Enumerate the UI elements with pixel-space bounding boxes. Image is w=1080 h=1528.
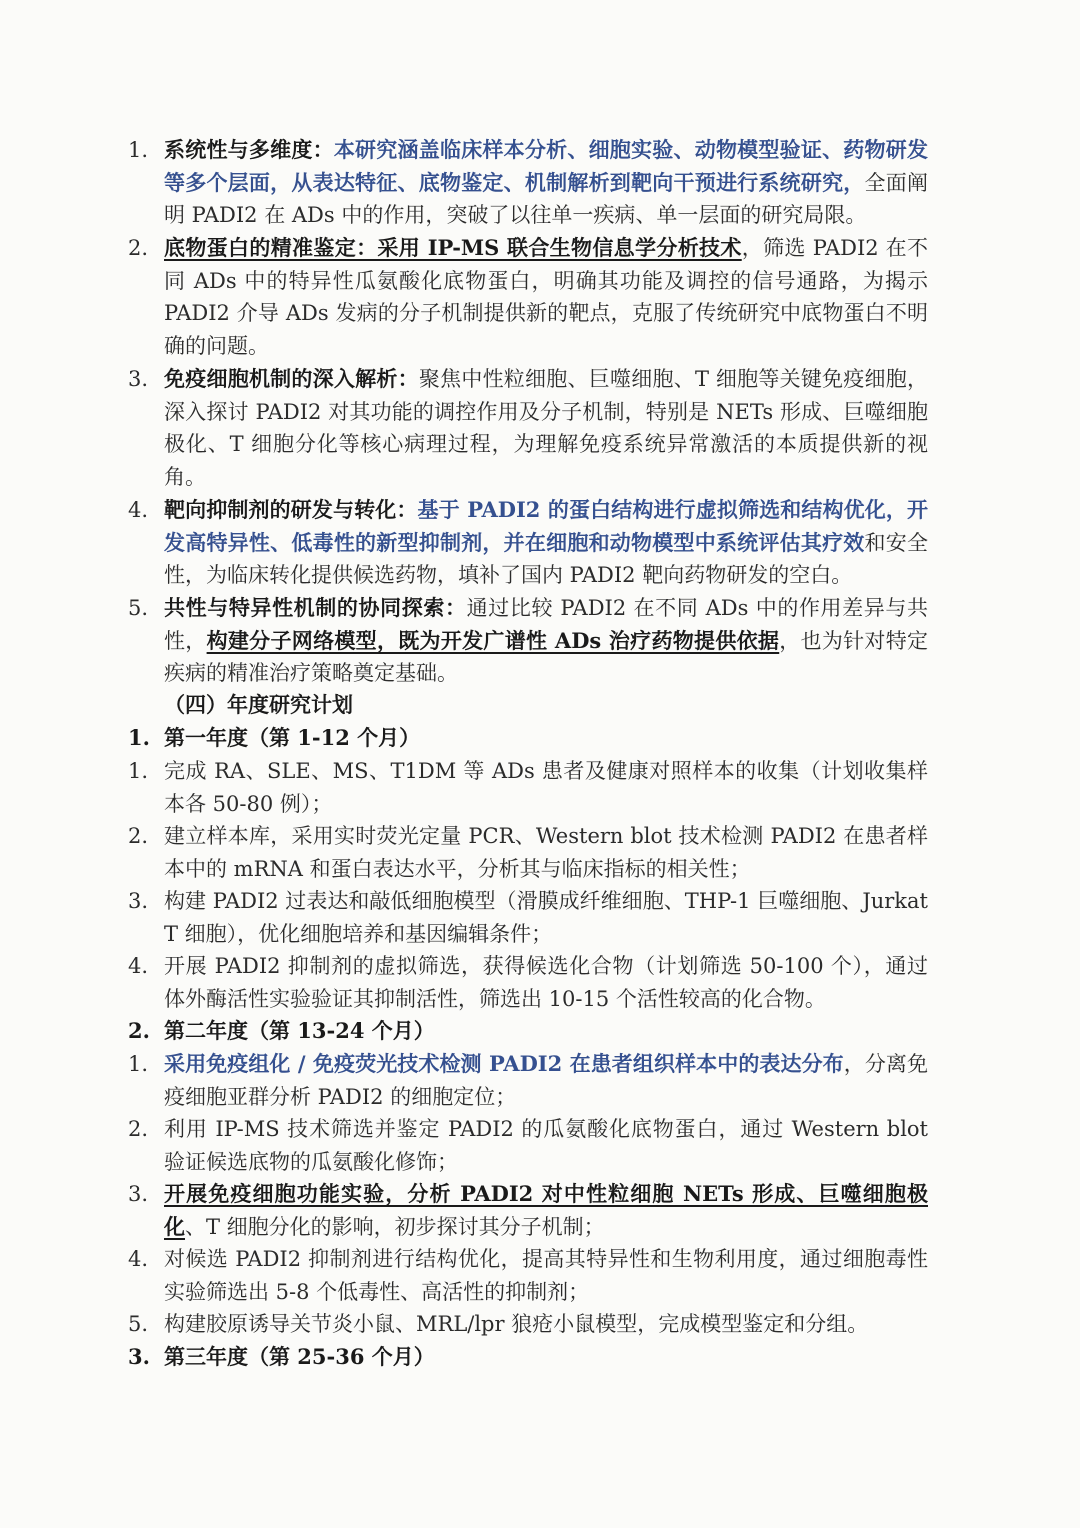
list-number: 3. [128, 367, 149, 391]
year2-item-5 [128, 1308, 928, 1341]
body-text: 和安全性，为临床转化提供候选药物，填补了国内 PADI2 靶向药物研发的空白。 [164, 530, 929, 587]
innovation-title: 靶向抑制剂的研发与转化： [164, 497, 418, 522]
innovation-item-2 [128, 232, 928, 362]
innovation-item-4 [128, 494, 928, 592]
list-number: 3. [128, 1344, 150, 1369]
innovation-item-3 [128, 363, 928, 493]
list-number: 1. [128, 725, 150, 750]
year-heading-3 [128, 1341, 928, 1374]
year-heading-1 [128, 722, 928, 755]
year1-item-1 [128, 755, 928, 820]
body-text: 建立样本库，采用实时荧光定量 PCR、Western blot 技术检测 PADI2 在患者样本中的 mRNA 和蛋白表达水平，分析其与临床指标的相关性； [164, 824, 928, 881]
year2-item-2 [128, 1113, 928, 1178]
body-text: 全面阐明 PADI2 在 ADs 中的作用，突破了以往单一疾病、单一层面的研究局限。 [164, 170, 929, 227]
innovation-title: 底物蛋白的精准鉴定：采用 IP-MS 联合生物信息学分析技术 [164, 235, 742, 260]
highlighted-text: 采用免疫组化 / 免疫荧光技术检测 PADI2 在患者组织样本中的表达分布 [164, 1051, 844, 1076]
innovation-title: 系统性与多维度： [164, 137, 334, 162]
year2-item-3 [128, 1178, 928, 1243]
list-number: 5. [128, 596, 149, 620]
year-title: 第三年度（第 25-36 个月） [164, 1344, 435, 1369]
year-title: 第一年度（第 1-12 个月） [164, 725, 421, 750]
body-text: 利用 IP-MS 技术筛选并鉴定 PADI2 的瓜氨酸化底物蛋白，通过 Western blot 验证候选底物的瓜氨酸化修饰； [164, 1117, 928, 1174]
body-text: 、T 细胞分化的影响，初步探讨其分子机制； [185, 1214, 605, 1239]
list-number: 2. [128, 1117, 149, 1141]
list-number: 4. [128, 498, 149, 522]
year-title: 第二年度（第 13-24 个月） [164, 1018, 435, 1043]
list-number: 3. [128, 889, 149, 913]
body-text: ，分离免疫细胞亚群分析 PADI2 的细胞定位； [164, 1052, 929, 1109]
list-number: 2. [128, 236, 149, 260]
body-text: 开展 PADI2 抑制剂的虚拟筛选，获得候选化合物（计划筛选 50-100 个），通过体外酶活性实验验证其抑制活性，筛选出 10-15 个活性较高的化合物。 [164, 954, 928, 1011]
year-heading-2 [128, 1015, 928, 1048]
body-text: 构建 PADI2 过表达和敲低细胞模型（滑膜成纤维细胞、THP-1 巨噬细胞、Jurkat T 细胞），优化细胞培养和基因编辑条件； [164, 889, 928, 946]
year1-item-4 [128, 950, 928, 1015]
list-number: 2. [128, 824, 149, 848]
list-number: 1. [128, 759, 149, 783]
list-number: 1. [128, 138, 149, 162]
innovation-item-1 [128, 134, 928, 232]
year2-item-4 [128, 1243, 928, 1308]
list-number: 4. [128, 1247, 149, 1271]
body-text: 聚焦中性粒细胞、巨噬细胞、T 细胞等关键免疫细胞，深入探讨 PADI2 对其功能的调控作用及分子机制，特别是 NETs 形成、巨噬细胞极化、T 细胞分化等核心病理过程，为理解免疫系统异常激活的本质提供新的视角。 [164, 367, 929, 489]
body-text: ，也为针对特定疾病的精准治疗策略奠定基础。 [164, 628, 929, 685]
list-number: 2. [128, 1018, 150, 1043]
underlined-text: 开展免疫细胞功能实验，分析 PADI2 对中性粒细胞 NETs 形成、巨噬细胞极化 [164, 1181, 928, 1239]
highlighted-text: 本研究涵盖临床样本分析、细胞实验、动物模型验证、药物研发等多个层面，从表达特征、底物鉴定、机制解析到靶向干预进行系统研究， [164, 137, 928, 195]
body-text: 构建胶原诱导关节炎小鼠、MRL/lpr 狼疮小鼠模型，完成模型鉴定和分组。 [164, 1312, 869, 1336]
body-text: 完成 RA、SLE、MS、T1DM 等 ADs 患者及健康对照样本的收集（计划收集样本各 50-80 例）； [164, 759, 928, 816]
body-text: 对候选 PADI2 抑制剂进行结构优化，提高其特异性和生物利用度，通过细胞毒性实验筛选出 5-8 个低毒性、高活性的抑制剂； [164, 1247, 928, 1304]
section-heading: （四）年度研究计划 [164, 692, 353, 717]
highlighted-text: 基于 PADI2 的蛋白结构进行虚拟筛选和结构优化，开发高特异性、低毒性的新型抑制剂，并在细胞和动物模型中系统评估其疗效 [164, 497, 929, 555]
body-text: 通过比较 PADI2 在不同 ADs 中的作用差异与共性， [164, 596, 929, 653]
year2-item-1 [128, 1048, 928, 1113]
underlined-text: 构建分子网络模型，既为开发广谱性 ADs 治疗药物提供依据 [206, 627, 780, 653]
list-number: 3. [128, 1182, 149, 1206]
year1-item-3 [128, 885, 928, 950]
body-text: ，筛选 PADI2 在不同 ADs 中的特异性瓜氨酸化底物蛋白，明确其功能及调控的信号通路，为揭示 PADI2 介导 ADs 发病的分子机制提供新的靶点，克服了传统研究中底物蛋白不明确的问题。 [164, 236, 928, 358]
innovation-title: 共性与特异性机制的协同探索： [164, 595, 467, 620]
list-number: 1. [128, 1052, 149, 1076]
innovation-title: 免疫细胞机制的深入解析： [164, 366, 419, 391]
list-number: 4. [128, 954, 149, 978]
innovation-item-5 [128, 592, 928, 690]
list-number: 5. [128, 1312, 149, 1336]
year1-item-2 [128, 820, 928, 885]
